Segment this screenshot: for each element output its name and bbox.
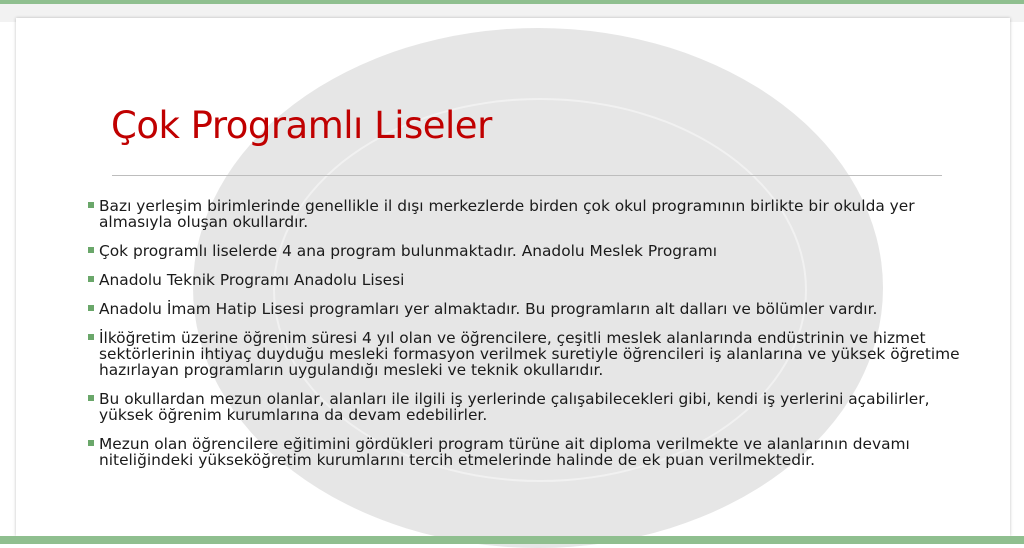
- bullet-marker-icon: [88, 247, 94, 253]
- bottom-accent-band: [0, 536, 1024, 544]
- bullet-item: [88, 272, 968, 288]
- bullet-marker-icon: [88, 305, 94, 311]
- bullet-item: [88, 391, 968, 423]
- bullet-marker-icon: [88, 276, 94, 282]
- bullet-marker-icon: [88, 334, 94, 340]
- bullet-item: [88, 330, 968, 378]
- bullet-item: [88, 243, 968, 259]
- bullet-text: Mezun olan öğrencilere eğitimini gördükleri program türüne ait diploma verilmekte ve alanlarının devamı niteliğindeki yükseköğretim kurumlarını tercih etmelerinde halinde de ek puan verilmektedir.: [99, 435, 910, 469]
- bullet-item: [88, 436, 968, 468]
- slide-title: Çok Programlı Liseler: [111, 104, 492, 147]
- bullet-list: [88, 198, 968, 481]
- top-accent-line: [0, 0, 1024, 4]
- bullet-marker-icon: [88, 395, 94, 401]
- bullet-marker-icon: [88, 202, 94, 208]
- bullet-text: Bu okullardan mezun olanlar, alanları ile ilgili iş yerlerinde çalışabilecekleri gibi, kendi iş yerlerini açabilirler, yüksek öğrenim kurumlarına da devam edebilirler.: [99, 390, 930, 424]
- bullet-text: Bazı yerleşim birimlerinde genellikle il dışı merkezlerde birden çok okul programının birlikte bir okulda yer almasıyla oluşan okullardır.: [99, 197, 915, 231]
- slide: [16, 18, 1010, 536]
- bullet-item: [88, 301, 968, 317]
- bullet-text: Anadolu Teknik Programı Anadolu Lisesi: [99, 271, 405, 289]
- title-divider: [112, 175, 942, 176]
- bullet-text: Anadolu İmam Hatip Lisesi programları yer almaktadır. Bu programların alt dalları ve bölümler vardır.: [99, 300, 878, 318]
- bullet-item: [88, 198, 968, 230]
- bullet-text: İlköğretim üzerine öğrenim süresi 4 yıl olan ve öğrencilere, çeşitli meslek alanlarında endüstrinin ve hizmet sektörlerinin ihtiyaç duyduğu mesleki formasyon verilmek suretiyle öğrencileri iş alanlarına ve yüksek öğretime hazırlayan programların uygulandığı mesleki ve teknik okullarıdır.: [99, 329, 960, 379]
- bullet-marker-icon: [88, 440, 94, 446]
- bullet-text: Çok programlı liselerde 4 ana program bulunmaktadır. Anadolu Meslek Programı: [99, 242, 718, 260]
